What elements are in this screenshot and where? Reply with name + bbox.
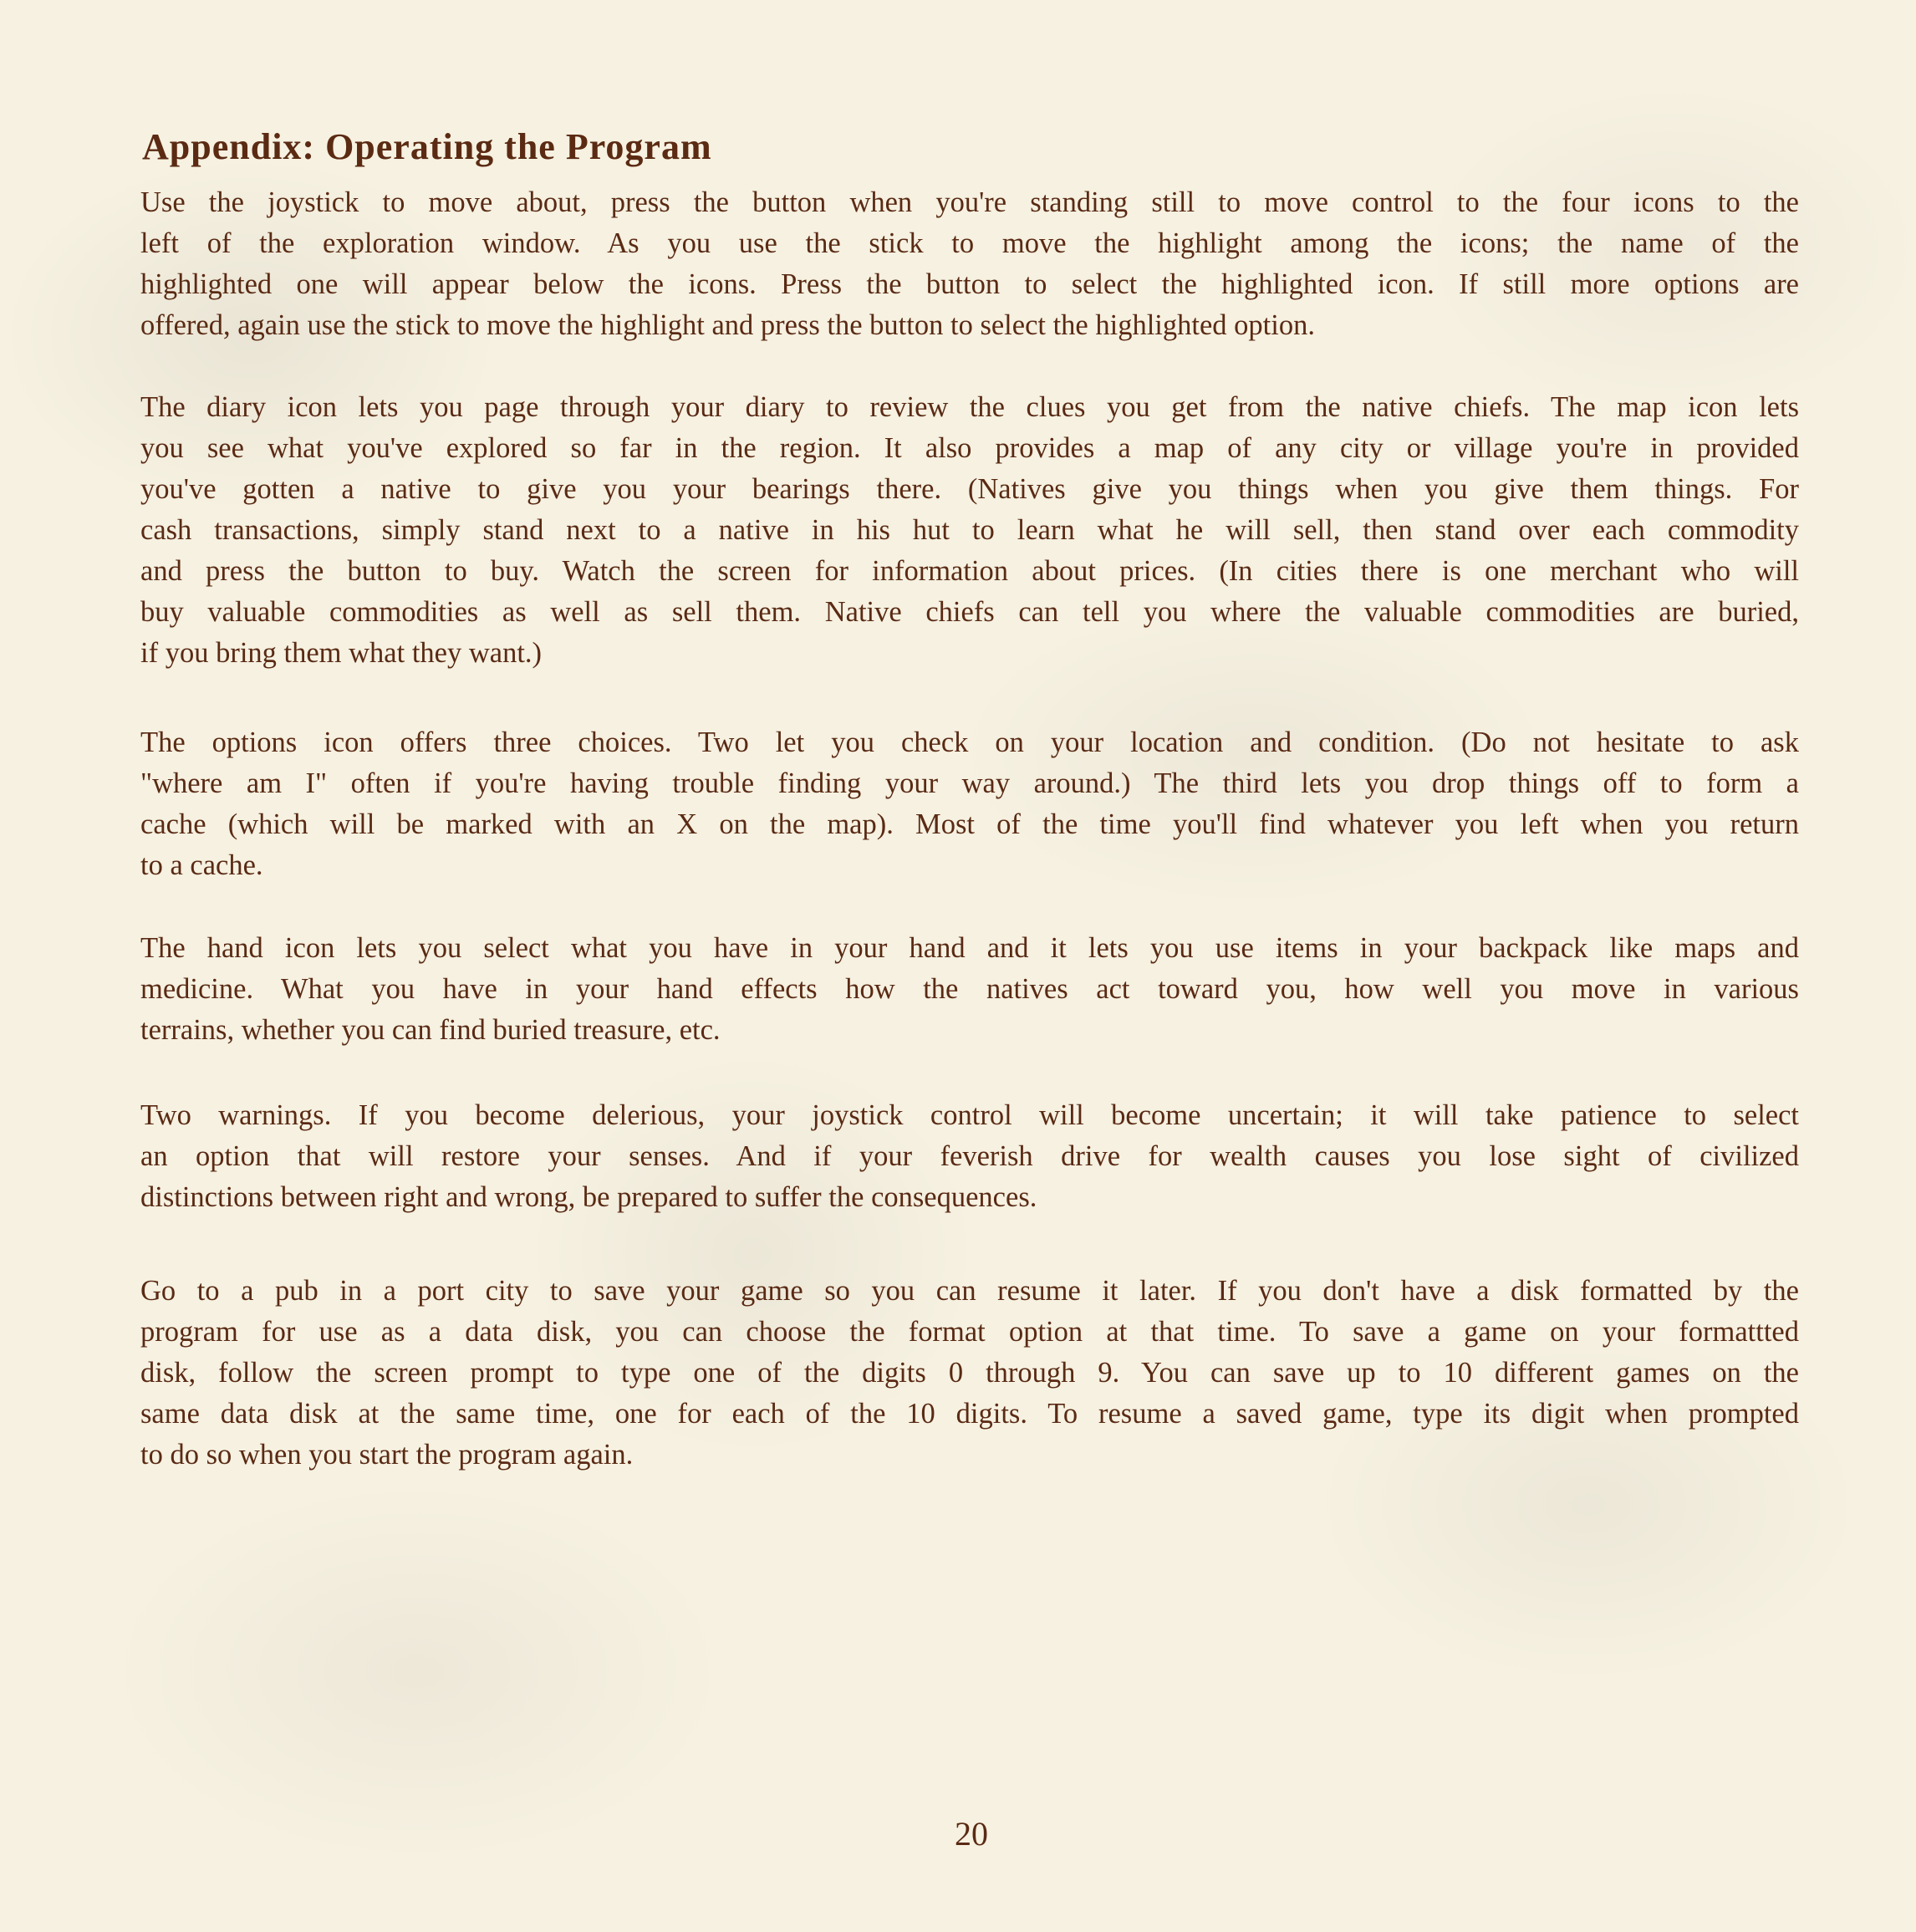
text-line: terrains, whether you can find buried treasure, etc. <box>140 1014 721 1046</box>
text-line: The options icon offers three choices. Two let you check on your location and condition. (Do not hesitate to ask <box>140 726 1799 758</box>
text-line: you see what you've explored so far in the region. It also provides a map of any city or village you're in provided <box>140 432 1799 464</box>
text-line: cash transactions, simply stand next to a native in his hut to learn what he will sell, then stand over each commodity <box>140 514 1799 546</box>
text-line: if you bring them what they want.) <box>140 637 543 669</box>
text-line: highlighted one will appear below the icons. Press the button to select the highlighted icon. If still more options are <box>140 268 1799 300</box>
paragraph-controls <box>140 182 1799 346</box>
text-line: Go to a pub in a port city to save your game so you can resume it later. If you don't have a disk formatted by the <box>140 1275 1799 1307</box>
text-line: Two warnings. If you become delerious, your joystick control will become uncertain; it will take patience to select <box>140 1099 1799 1131</box>
page-heading: Appendix: Operating the Program <box>142 126 712 167</box>
text-line: The diary icon lets you page through your diary to review the clues you get from the native chiefs. The map icon lets <box>140 391 1799 423</box>
text-line: and press the button to buy. Watch the screen for information about prices. (In cities there is one merchant who will <box>140 555 1799 587</box>
paragraph-hand <box>140 928 1799 1051</box>
text-line: distinctions between right and wrong, be prepared to suffer the consequences. <box>140 1181 1037 1213</box>
text-line: an option that will restore your senses. And if your feverish drive for wealth causes you lose sight of civilized <box>140 1140 1799 1172</box>
paragraph-diary-map <box>140 387 1799 674</box>
text-line: to a cache. <box>140 849 263 881</box>
paragraph-warnings <box>140 1095 1799 1218</box>
text-line: cache (which will be marked with an X on the map). Most of the time you'll find whatever you left when you return <box>140 808 1799 840</box>
paragraph-options <box>140 722 1799 886</box>
text-line: disk, follow the screen prompt to type one of the digits 0 through 9. You can save up to 10 different games on the <box>140 1357 1799 1389</box>
text-line: "where am I" often if you're having trouble finding your way around.) The third lets you drop things off to form a <box>140 767 1799 799</box>
text-line: The hand icon lets you select what you have in your hand and it lets you use items in your backpack like maps and <box>140 932 1799 964</box>
paragraph-saving <box>140 1271 1799 1476</box>
text-line: to do so when you start the program again. <box>140 1439 634 1471</box>
text-line: offered, again use the stick to move the highlight and press the button to select the highlighted option. <box>140 309 1315 341</box>
text-line: Use the joystick to move about, press the button when you're standing still to move control to the four icons to the <box>140 186 1799 218</box>
text-line: same data disk at the same time, one for each of the 10 digits. To resume a saved game, type its digit when prompted <box>140 1398 1799 1430</box>
page-number: 20 <box>955 1815 988 1853</box>
text-line: left of the exploration window. As you use the stick to move the highlight among the icons; the name of the <box>140 227 1799 259</box>
text-line: you've gotten a native to give you your bearings there. (Natives give you things when you give them things. For <box>140 473 1799 505</box>
text-line: program for use as a data disk, you can choose the format option at that time. To save a game on your formattted <box>140 1316 1799 1348</box>
text-line: buy valuable commodities as well as sell them. Native chiefs can tell you where the valuable commodities are buried, <box>140 596 1799 628</box>
text-line: medicine. What you have in your hand effects how the natives act toward you, how well you move in various <box>140 973 1799 1005</box>
